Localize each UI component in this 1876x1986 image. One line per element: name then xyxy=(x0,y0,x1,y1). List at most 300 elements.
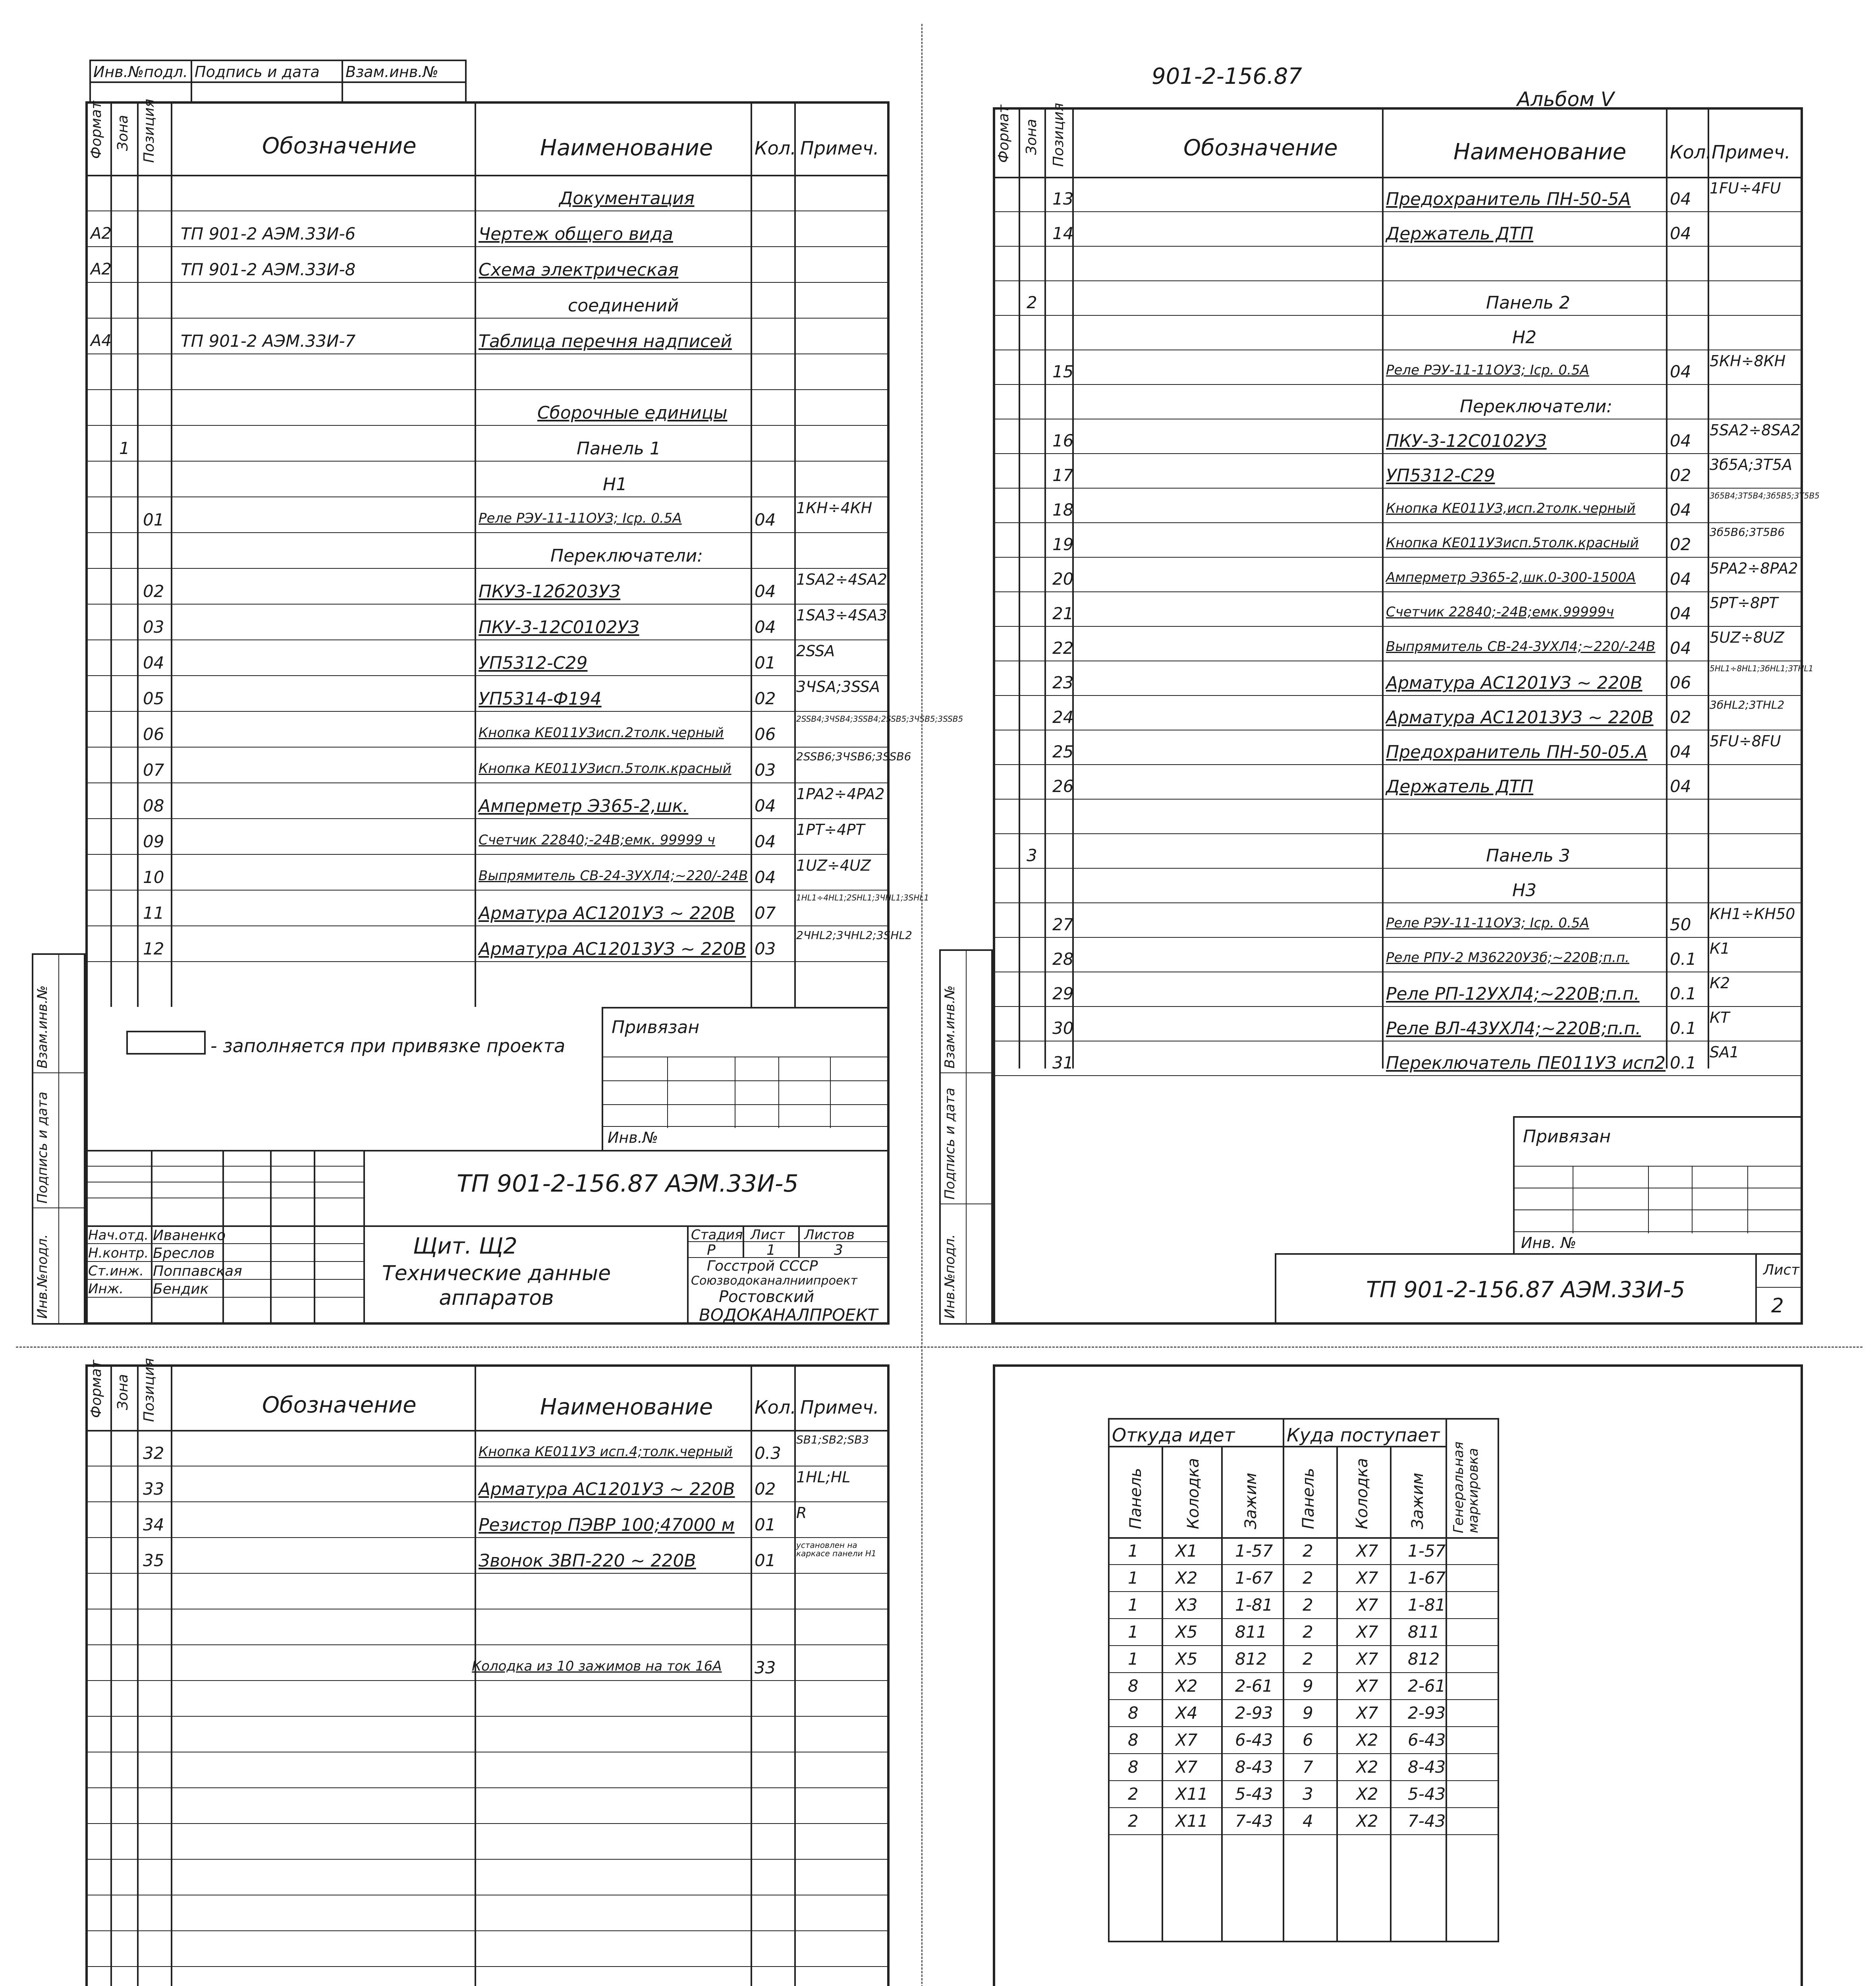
sheet1-qty-cell: 03 xyxy=(755,939,776,958)
connections-row-line xyxy=(1108,1591,1499,1592)
connections-cell: X5 xyxy=(1175,1649,1198,1669)
privyazan-1: Привязан xyxy=(612,1017,700,1037)
th-from: Откуда идет xyxy=(1112,1424,1235,1446)
sheet1-name-cell: Арматура АС1201УЗ ~ 220В xyxy=(479,903,735,923)
stamp-sign: Подпись и дата xyxy=(195,63,320,81)
stamp-replace: Взам.инв.№ xyxy=(345,63,438,81)
connections-cell: 8 xyxy=(1128,1730,1139,1750)
sheet3-qty-cell: 33 xyxy=(755,1658,776,1677)
sheet2-note-cell: КТ xyxy=(1710,1009,1730,1026)
sheet1-pos-cell: 09 xyxy=(143,832,164,851)
sheet1-name-cell: Переключатели: xyxy=(550,546,703,566)
sheet1-format-cell: А2 xyxy=(91,224,112,243)
sheet1-row-line xyxy=(85,818,890,819)
sheet2-qty-cell: 02 xyxy=(1670,707,1691,727)
sheet1-note-cell: 1HL1÷4HL1;2SHL1;3ЧHL1;3SHL1 xyxy=(796,893,929,902)
sheet2-pos-cell: 18 xyxy=(1052,500,1074,520)
col-zone-3: Зона xyxy=(115,1374,131,1410)
connections-cell: 2-61 xyxy=(1235,1676,1273,1696)
org-1-d: ВОДОКАНАЛПРОЕКТ xyxy=(699,1305,878,1325)
connections-cell: 6-43 xyxy=(1235,1730,1273,1750)
sheet1-note-cell: 3ЧSA;3SSA xyxy=(796,678,880,695)
sheet1-name-cell: УП5314-Ф194 xyxy=(479,689,602,709)
sheet3-pos-cell: 33 xyxy=(143,1479,164,1499)
sheet2-note-cell: К2 xyxy=(1710,974,1730,992)
sheet3-qty-cell: 0.3 xyxy=(755,1443,781,1463)
connections-cell: X1 xyxy=(1175,1541,1198,1561)
sheet2-pos-cell: 14 xyxy=(1052,224,1074,243)
connections-cell: 811 xyxy=(1235,1622,1267,1642)
sheet1-pos-cell: 04 xyxy=(143,653,164,672)
sheet1-row-line xyxy=(85,318,890,319)
sheet1-pos-cell: 05 xyxy=(143,689,164,708)
connections-cell: X7 xyxy=(1356,1595,1378,1615)
connections-cell: 2 xyxy=(1128,1811,1139,1831)
side-inv-2: Инв.№подл. xyxy=(942,1234,958,1319)
sheet1-row-line xyxy=(85,711,890,712)
sheet2-note-cell: 5HL1÷8HL1;3бHL1;3ТHL1 xyxy=(1710,664,1814,673)
sheet2-row-line xyxy=(993,868,1803,869)
org-1-c: Ростовский xyxy=(719,1288,814,1306)
sheet2-qty-cell: 0.1 xyxy=(1670,1018,1697,1038)
org-1-a: Госстрой СССР xyxy=(707,1258,818,1274)
sheet2-note-cell: 1FU÷4FU xyxy=(1710,180,1781,197)
th-block-from: Колодка xyxy=(1184,1458,1202,1529)
col-pos-2: Позиция xyxy=(1050,102,1067,167)
sheet2-name-cell: Панель 2 xyxy=(1486,293,1570,313)
stage-1: Р xyxy=(707,1242,716,1258)
fill-note: - заполняется при привязке проекта xyxy=(210,1035,566,1057)
sheet1-name-cell: ПКУ-3-12С0102УЗ xyxy=(479,617,639,638)
col-designation: Обозначение xyxy=(262,133,417,159)
connections-cell: X2 xyxy=(1175,1568,1198,1588)
connections-cell: 2 xyxy=(1303,1649,1313,1669)
inv-no-2: Инв. № xyxy=(1521,1234,1577,1252)
sheet1-name-cell: соединений xyxy=(568,296,679,316)
sheet3-name-cell: Резистор ПЭВР 100;47000 м xyxy=(479,1515,735,1535)
side-inv-1: Инв.№подл. xyxy=(35,1234,50,1319)
sheet2-note-cell: 3бHL2;3ТHL2 xyxy=(1710,698,1785,711)
connections-cell: 8 xyxy=(1128,1757,1139,1777)
connections-cell: X7 xyxy=(1356,1676,1378,1696)
sheet2-note-cell: 3б5А;3Т5А xyxy=(1710,456,1793,473)
connections-row-line xyxy=(1108,1672,1499,1673)
sheet1-role: Н.контр. xyxy=(88,1245,149,1261)
th-block-to: Колодка xyxy=(1353,1458,1371,1529)
connections-cell: 2 xyxy=(1303,1541,1313,1561)
sheet1-qty-cell: 04 xyxy=(755,867,776,887)
sheet1-zone-cell: 1 xyxy=(119,439,130,458)
sheet2-name-cell: Реле ВЛ-43УХЛ4;~220В;п.п. xyxy=(1386,1018,1641,1039)
sheet2-name-cell: Предохранитель ПН-50-05.А xyxy=(1386,742,1648,762)
sheet1-note-cell: 2ЧHL2;3ЧHL2;3SHL2 xyxy=(796,929,912,942)
sheet2-note-cell: 5UZ÷8UZ xyxy=(1710,629,1784,646)
sheet1-row-line xyxy=(85,246,890,247)
sheet1-qty-cell: 02 xyxy=(755,689,776,708)
sheet2-note-cell: К1 xyxy=(1710,940,1730,957)
privyazan-2: Привязан xyxy=(1523,1126,1611,1147)
sheet2-pos-cell: 24 xyxy=(1052,707,1074,727)
sheet2-note-cell: КН1÷КН50 xyxy=(1710,905,1795,923)
sheet2-row-line xyxy=(993,211,1803,212)
sheet2-row-line xyxy=(993,695,1803,696)
col-qty-2: Кол. xyxy=(1670,141,1712,163)
connections-cell: 1-81 xyxy=(1408,1595,1446,1615)
sheet2-qty-cell: 04 xyxy=(1670,431,1691,450)
sheet2-name-cell: Переключатели: xyxy=(1460,396,1613,417)
connections-row-line xyxy=(1108,1834,1499,1835)
sheet2-note-cell: 3б5В4;3Т5В4;3б5В5;3Т5В5 xyxy=(1710,491,1820,500)
sheet2-name-cell: Реле РЭУ-11-11ОУЗ; Iср. 0.5А xyxy=(1386,362,1589,378)
sheet2-pos-cell: 25 xyxy=(1052,742,1074,761)
connections-cell: 2 xyxy=(1303,1568,1313,1588)
sheet3-pos-cell: 34 xyxy=(143,1515,164,1534)
side-sign-1: Подпись и дата xyxy=(35,1092,50,1204)
sheet2-note-cell: 5КН÷8КН xyxy=(1710,352,1786,370)
sheet1-name-cell: Документация xyxy=(559,188,695,209)
doc-code-top: 901-2-156.87 xyxy=(1152,64,1302,89)
sheet3-row-line xyxy=(85,1966,890,1967)
connections-cell: 812 xyxy=(1235,1649,1267,1669)
sheet1-qty-cell: 04 xyxy=(755,832,776,851)
sheet1-pos-cell: 02 xyxy=(143,582,164,601)
sheet2-name-cell: Кнопка КЕ011УЗ,исп.2толк.черный xyxy=(1386,500,1636,516)
side-replace-2: Взам.инв.№ xyxy=(942,985,958,1068)
sheet1-role: Инж. xyxy=(88,1281,124,1297)
sheet1-name-cell: УП5312-С29 xyxy=(479,653,588,673)
sheet3-name-cell: Кнопка КЕ011УЗ исп.4;толк.черный xyxy=(479,1444,733,1460)
sheet2-pos-cell: 22 xyxy=(1052,638,1074,658)
sheet2-pos-cell: 21 xyxy=(1052,604,1074,623)
connections-cell: 6 xyxy=(1303,1730,1313,1750)
sheet1-role: Ст.инж. xyxy=(88,1263,144,1279)
sheet1-name-cell: Панель 1 xyxy=(577,439,661,459)
sheet2-pos-cell: 26 xyxy=(1052,777,1074,796)
connections-cell: X3 xyxy=(1175,1595,1198,1615)
sheet2-name-cell: Реле РПУ-2 М36220У3б;~220В;п.п. xyxy=(1386,950,1629,966)
sheet1-name-cell: Схема электрическая xyxy=(479,260,679,280)
sheet1-pos-cell: 11 xyxy=(143,903,164,923)
col-name-3: Наименование xyxy=(540,1394,713,1420)
sheet1-qty-cell: 04 xyxy=(755,617,776,637)
connections-cell: 1-67 xyxy=(1235,1568,1273,1588)
connections-cell: 1 xyxy=(1128,1622,1139,1642)
sheet1-row-line xyxy=(85,604,890,605)
org-1-b: Союзводоканалниипроект xyxy=(691,1274,857,1288)
sheet1-designation-cell: ТП 901-2 АЭМ.33И-8 xyxy=(181,260,356,279)
sheet2-name-cell: Реле РП-12УХЛ4;~220В;п.п. xyxy=(1386,984,1640,1004)
sheet3-pos-cell: 35 xyxy=(143,1551,164,1570)
connections-cell: 1-67 xyxy=(1408,1568,1446,1588)
sheet1-note-cell: 1SA2÷4SA2 xyxy=(796,571,887,588)
sheet2-qty-cell: 50 xyxy=(1670,915,1691,934)
th-terminal-to: Зажим xyxy=(1409,1472,1427,1529)
sheet3-qty-cell: 02 xyxy=(755,1479,776,1499)
sheet1-note-cell: 2SSA xyxy=(796,642,835,660)
sheet1-designation-cell: ТП 901-2 АЭМ.33И-6 xyxy=(181,224,356,243)
connections-cell: 8-43 xyxy=(1408,1757,1446,1777)
sheet2-name-cell: Арматура АС12013УЗ ~ 220В xyxy=(1386,707,1654,728)
sheet1-row-line xyxy=(85,961,890,962)
sheets-1: 3 xyxy=(834,1242,843,1258)
sheet3-row-line xyxy=(85,1680,890,1681)
col-qty: Кол. xyxy=(755,137,796,159)
sheet2-row-line xyxy=(993,591,1803,592)
sheet2-pos-cell: 15 xyxy=(1052,362,1074,381)
sheet3-note-cell: установлен на каркасе панели Н1 xyxy=(796,1540,876,1558)
sheet3-row-line xyxy=(85,1501,890,1502)
connections-cell: 1-57 xyxy=(1235,1541,1273,1561)
stage-label-1: Стадия xyxy=(691,1227,743,1243)
col-designation-3: Обозначение xyxy=(262,1392,417,1418)
connections-cell: 9 xyxy=(1303,1676,1313,1696)
subtitle-1: Технические данные аппаратов xyxy=(382,1262,611,1310)
sheets-label-1: Листов xyxy=(804,1227,855,1243)
sheet3-row-line xyxy=(85,1644,890,1645)
inv-no-1: Инв.№ xyxy=(608,1129,658,1146)
sheet1-name-cell: Счетчик 22840;-24В;емк. 99999 ч xyxy=(479,832,715,848)
sheet2-row-line xyxy=(993,937,1803,938)
connections-cell: 7-43 xyxy=(1408,1811,1446,1831)
sheet2-name-cell: Н3 xyxy=(1512,880,1537,900)
connections-row-line xyxy=(1108,1699,1499,1700)
sheet3-qty-cell: 01 xyxy=(755,1515,776,1534)
sheet1-format-cell: А2 xyxy=(91,260,112,278)
connections-cell: 2 xyxy=(1128,1784,1139,1804)
connections-cell: 3 xyxy=(1303,1784,1313,1804)
col-format-3: Формат xyxy=(88,1360,104,1418)
col-note-3: Примеч. xyxy=(800,1397,879,1418)
connections-cell: 4 xyxy=(1303,1811,1313,1831)
sheet1-qty-cell: 04 xyxy=(755,582,776,601)
sheet2-note-cell: 5SA2÷8SA2 xyxy=(1710,421,1801,439)
sheet3-row-line xyxy=(85,1823,890,1824)
connections-cell: 2-61 xyxy=(1408,1676,1446,1696)
sheet2-pos-cell: 30 xyxy=(1052,1018,1074,1038)
sheet2-qty-cell: 02 xyxy=(1670,535,1691,554)
sheet2-qty-cell: 04 xyxy=(1670,569,1691,589)
sheet2-row-line xyxy=(993,833,1803,834)
connections-cell: X7 xyxy=(1175,1730,1198,1750)
sheet3-row-line xyxy=(85,1537,890,1538)
connections-cell: 1-57 xyxy=(1408,1541,1446,1561)
sheet2-note-cell: 5FU÷8FU xyxy=(1710,732,1781,750)
sheet2-qty-cell: 0.1 xyxy=(1670,949,1697,969)
col-name: Наименование xyxy=(540,135,713,161)
connections-cell: 9 xyxy=(1303,1703,1313,1723)
sheet1-name-cell: Сборочные единицы xyxy=(537,403,728,423)
connections-cell: 1 xyxy=(1128,1541,1139,1561)
sheet1-row-line xyxy=(85,782,890,783)
sheet1-name-cell: Выпрямитель СВ-24-3УХЛ4;~220/-24В xyxy=(479,868,748,884)
sheet1-note-cell: 1PA2÷4PA2 xyxy=(796,785,885,803)
sheet2-name-cell: Держатель ДТП xyxy=(1386,777,1534,797)
sheet2-name-cell: ПКУ-3-12С0102УЗ xyxy=(1386,431,1547,451)
sheet2-row-line xyxy=(993,1075,1803,1076)
sheet1-name-cell: Чертеж общего вида xyxy=(479,224,673,244)
sheet1-qty-cell: 04 xyxy=(755,510,776,529)
sheet2-name-cell: Панель 3 xyxy=(1486,846,1570,866)
sheet1-note-cell: 1UZ÷4UZ xyxy=(796,857,871,874)
sheet2-row-line xyxy=(993,315,1803,316)
sheet1-row-line xyxy=(85,389,890,390)
code-2: ТП 901-2-156.87 АЭМ.33И-5 xyxy=(1366,1277,1685,1303)
fold-vertical xyxy=(921,24,923,1986)
sheet-num-2: 2 xyxy=(1771,1294,1784,1317)
sheet2-qty-cell: 0.1 xyxy=(1670,984,1697,1003)
sheet3-row-line xyxy=(85,1716,890,1717)
album: Альбом V xyxy=(1517,88,1614,111)
sheet2-row-line xyxy=(993,246,1803,247)
sheet1-note-cell: 1PT÷4PT xyxy=(796,821,865,838)
sheet1-person: Иваненко xyxy=(153,1227,226,1244)
connections-cell: X2 xyxy=(1356,1811,1378,1831)
sheet2-row-line xyxy=(993,799,1803,800)
sheet1-pos-cell: 03 xyxy=(143,617,164,637)
connections-row-line xyxy=(1108,1780,1499,1781)
sheet1-designation-cell: ТП 901-2 АЭМ.33И-7 xyxy=(181,331,356,351)
sheet2-pos-cell: 17 xyxy=(1052,466,1074,485)
th-terminal-from: Зажим xyxy=(1242,1472,1260,1529)
connections-cell: 6-43 xyxy=(1408,1730,1446,1750)
sheet2-zone-cell: 2 xyxy=(1027,293,1037,312)
connections-cell: 811 xyxy=(1408,1622,1440,1642)
sheet2-name-cell: Счетчик 22840;-24В;емк.99999ч xyxy=(1386,604,1614,620)
connections-row-line xyxy=(1108,1564,1499,1565)
sheet2-row-line xyxy=(993,626,1803,627)
connections-cell: X4 xyxy=(1175,1703,1198,1723)
sheet2-pos-cell: 13 xyxy=(1052,189,1074,209)
connections-cell: X11 xyxy=(1175,1811,1208,1831)
sheet1-note-cell: 1КН÷4КН xyxy=(796,499,872,517)
sheet1-note-cell: 1SA3÷4SA3 xyxy=(796,607,887,624)
sheet1-row-line xyxy=(85,675,890,676)
sheet1-qty-cell: 06 xyxy=(755,724,776,744)
sheet2-name-cell: Реле РЭУ-11-11ОУЗ; Iср. 0.5А xyxy=(1386,915,1589,931)
connections-row-line xyxy=(1108,1753,1499,1754)
sheet2-row-line xyxy=(993,453,1803,454)
sheet1-person: Поппавская xyxy=(153,1263,242,1279)
connections-row-line xyxy=(1108,1618,1499,1619)
connections-cell: X2 xyxy=(1356,1784,1378,1804)
sheet2-name-cell: Выпрямитель СВ-24-3УХЛ4;~220/-24В xyxy=(1386,639,1656,655)
sheet2-pos-cell: 19 xyxy=(1052,535,1074,554)
sheet2-note-cell: 5PA2÷8PA2 xyxy=(1710,560,1798,577)
sheet2-row-line xyxy=(993,902,1803,903)
sheet2-pos-cell: 23 xyxy=(1052,673,1074,692)
sheet1-row-line xyxy=(85,568,890,569)
sheet-label-1: Лист xyxy=(751,1227,785,1243)
sheet1-qty-cell: 07 xyxy=(755,903,776,923)
sheet1-row-line xyxy=(85,747,890,748)
fold-horizontal xyxy=(16,1347,1862,1348)
sheet3-note-cell: R xyxy=(796,1504,807,1522)
sheet1-pos-cell: 01 xyxy=(143,510,164,529)
sheet3-row-line xyxy=(85,1787,890,1788)
sheet2-qty-cell: 04 xyxy=(1670,777,1691,796)
connections-cell: 2 xyxy=(1303,1595,1313,1615)
th-marking: Генеральная маркировка xyxy=(1451,1441,1482,1533)
sheet1-row-line xyxy=(85,496,890,497)
col-note: Примеч. xyxy=(800,137,879,159)
sheet2-name-cell: УП5312-С29 xyxy=(1386,466,1495,486)
sheet1-row-line xyxy=(85,890,890,891)
sheet1-format-cell: А4 xyxy=(91,332,112,350)
col-zone: Зона xyxy=(115,115,131,151)
th-panel-from: Панель xyxy=(1127,1468,1145,1529)
sheet1-pos-cell: 08 xyxy=(143,796,164,815)
sheet1-row-line xyxy=(85,282,890,283)
connections-cell: X11 xyxy=(1175,1784,1208,1804)
connections-row-line xyxy=(1108,1645,1499,1646)
sheet2-note-cell: 3б5В6;3Т5В6 xyxy=(1710,525,1785,539)
connections-cell: 7-43 xyxy=(1235,1811,1273,1831)
side-replace-1: Взам.инв.№ xyxy=(35,985,50,1068)
connections-cell: X7 xyxy=(1175,1757,1198,1777)
sheet2-row-line xyxy=(993,280,1803,281)
col-qty-3: Кол. xyxy=(755,1397,796,1418)
sheet1-row-line xyxy=(85,639,890,640)
connections-cell: 1-81 xyxy=(1235,1595,1273,1615)
sheet3-note-cell: 1HL;HL xyxy=(796,1468,851,1486)
sheet3-name-cell: Звонок ЗВП-220 ~ 220В xyxy=(479,1551,696,1571)
sheet3-row-line xyxy=(85,1930,890,1931)
sheet1-name-cell: Таблица перечня надписей xyxy=(479,331,732,352)
sheet2-name-cell: Арматура АС1201УЗ ~ 220В xyxy=(1386,673,1642,693)
sheet1-person: Бреслов xyxy=(153,1245,215,1262)
connections-cell: X2 xyxy=(1356,1757,1378,1777)
sheet1-row-line xyxy=(85,425,890,426)
sheet2-pos-cell: 31 xyxy=(1052,1053,1074,1072)
col-zone-2: Зона xyxy=(1023,119,1040,155)
sheet2-row-line xyxy=(993,557,1803,558)
sheet2-qty-cell: 04 xyxy=(1670,224,1691,243)
connections-row-line xyxy=(1108,1726,1499,1727)
connections-cell: X7 xyxy=(1356,1622,1378,1642)
sheet3-row-line xyxy=(85,1859,890,1860)
sheet2-row-line xyxy=(993,764,1803,765)
sheet3-pos-cell: 32 xyxy=(143,1443,164,1463)
sheet1-row-line xyxy=(85,925,890,926)
sheet2-pos-cell: 20 xyxy=(1052,569,1074,589)
col-name-2: Наименование xyxy=(1453,139,1627,165)
sheet1-name-cell: Н1 xyxy=(603,474,627,495)
connections-cell: 8 xyxy=(1128,1676,1139,1696)
sheet2-qty-cell: 04 xyxy=(1670,638,1691,658)
th-to: Куда поступает xyxy=(1287,1424,1440,1446)
connections-cell: X2 xyxy=(1175,1676,1198,1696)
col-pos: Позиция xyxy=(141,99,157,163)
sheet1-qty-cell: 04 xyxy=(755,796,776,815)
sheet2-name-cell: Амперметр Э365-2,шк.0-300-1500А xyxy=(1386,570,1636,585)
sheet2-qty-cell: 04 xyxy=(1670,604,1691,623)
connections-cell: 2-93 xyxy=(1235,1703,1273,1723)
sheet-label-2: Лист xyxy=(1763,1262,1800,1278)
connections-cell: 8 xyxy=(1128,1703,1139,1723)
th-panel-to: Панель xyxy=(1299,1468,1318,1529)
sheet2-row-line xyxy=(993,522,1803,523)
col-pos-3: Позиция xyxy=(141,1358,157,1422)
sheet2-qty-cell: 0.1 xyxy=(1670,1053,1697,1072)
sheet2-qty-cell: 06 xyxy=(1670,673,1691,692)
sheet2-name-cell: Переключатель ПЕ011УЗ исп2 xyxy=(1386,1053,1666,1073)
sheet1-name-cell: Амперметр Э365-2,шк. xyxy=(479,796,689,816)
sheet1-note-cell: 2SSB4;3ЧSB4;3SSB4;2SSB5;3ЧSB5;3SSB5 xyxy=(796,714,963,724)
sheet2-pos-cell: 16 xyxy=(1052,431,1074,450)
connections-cell: X7 xyxy=(1356,1649,1378,1669)
sheet1-pos-cell: 06 xyxy=(143,724,164,744)
connections-cell: X7 xyxy=(1356,1568,1378,1588)
